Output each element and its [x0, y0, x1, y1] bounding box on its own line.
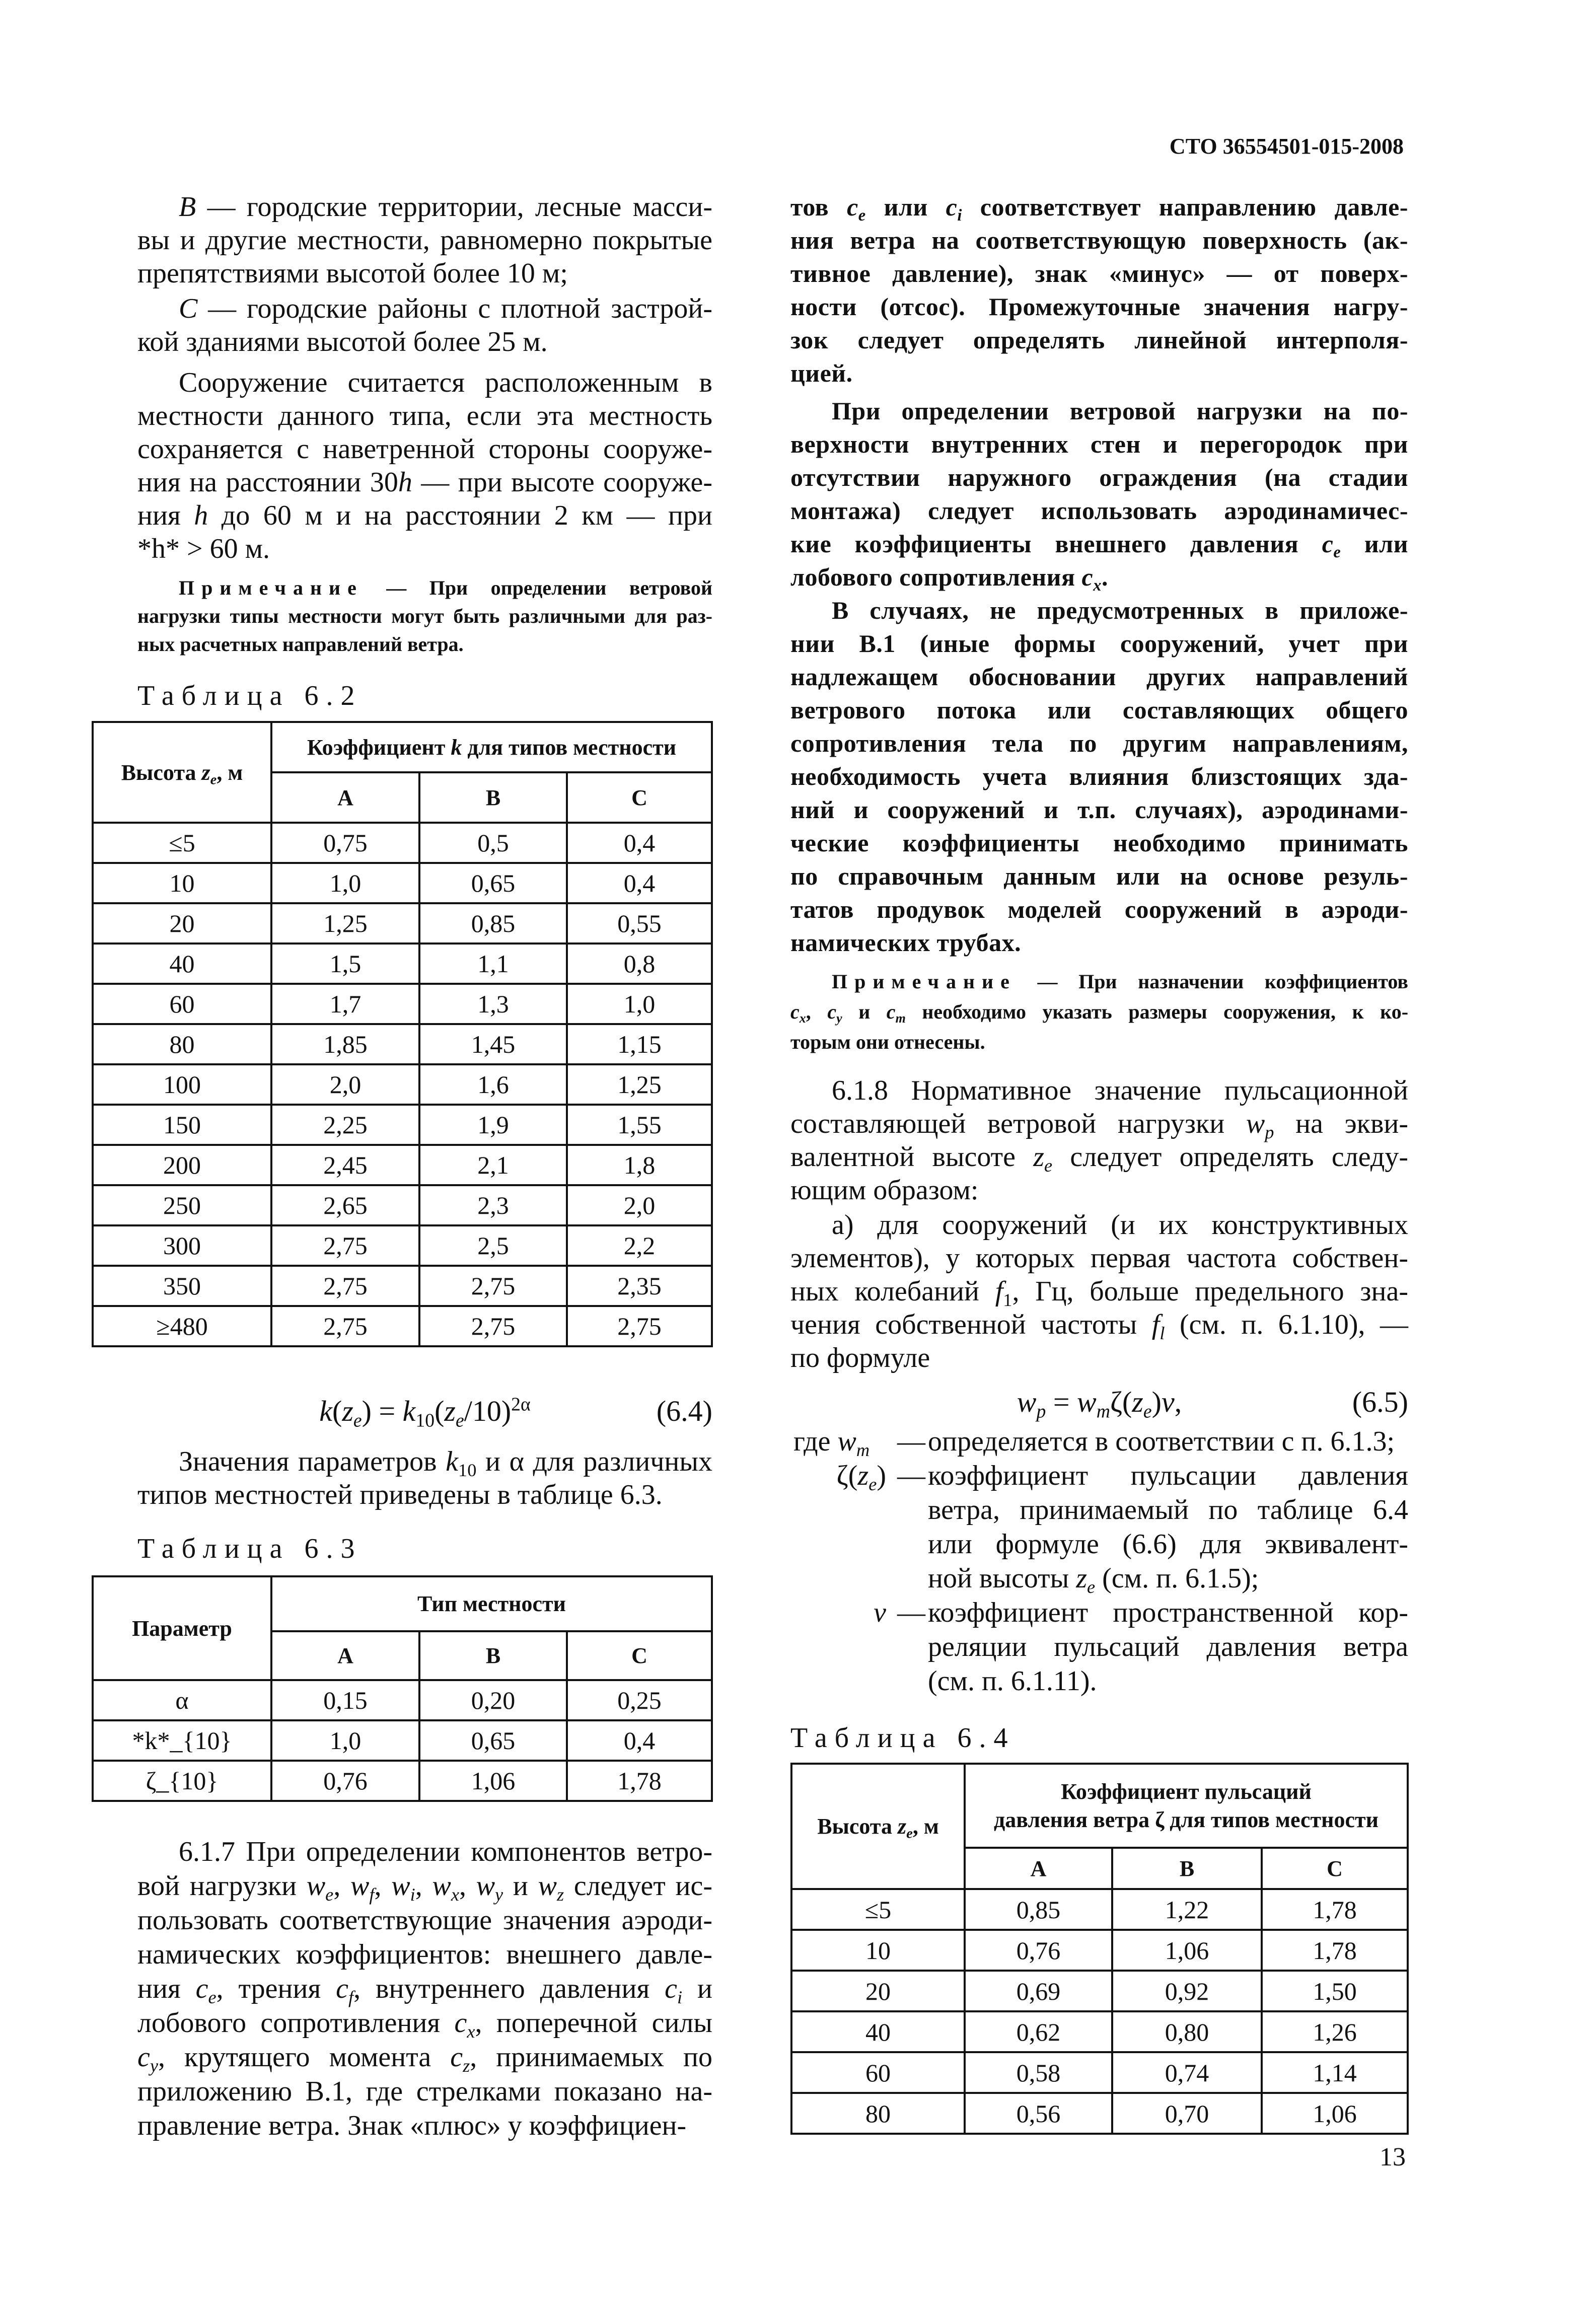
text-line: монтажа) следует использовать аэродинамичес-	[790, 496, 1408, 525]
where-item-zeta	[790, 1459, 1408, 1595]
table-row	[791, 1971, 1408, 2011]
value-cell: 0,56	[965, 2093, 1112, 2134]
value-cell: 0,65	[419, 863, 567, 903]
value-cell: 0,58	[965, 2052, 1112, 2093]
value-cell: 0,20	[419, 1680, 567, 1720]
value-cell: 1,25	[567, 1064, 712, 1105]
column-header-b: B	[419, 1631, 567, 1680]
text-line: составляющей ветровой нагрузки $w_p$ на экви-	[790, 1108, 1409, 1142]
value-cell: 1,0	[271, 863, 419, 903]
text-line: тов $c_e$ или $c_i$ соответствует направлению давле-	[790, 193, 1408, 225]
formula-6-4	[137, 1394, 712, 1429]
value-cell: 2,75	[419, 1306, 567, 1346]
note-label: Примечание	[179, 576, 364, 599]
row-label-cell: ≤5	[93, 823, 271, 863]
where-list	[790, 1424, 1408, 1698]
paragraph-terrain-rule	[137, 366, 712, 565]
value-cell: 1,25	[271, 903, 419, 944]
value-cell: 2,3	[419, 1185, 567, 1225]
row-label-cell: 60	[93, 984, 271, 1024]
text-line: ной высоты $z_e$ (см. п. 6.1.5);	[928, 1563, 1259, 1597]
row-label-cell: 150	[93, 1105, 271, 1145]
row-label-cell: 200	[93, 1145, 271, 1185]
value-cell: 2,2	[567, 1225, 712, 1266]
table-row	[93, 1145, 712, 1185]
value-cell: 0,76	[965, 1930, 1112, 1971]
table-6-3-caption: Таблица 6.3	[137, 1533, 362, 1564]
table-row	[93, 823, 712, 863]
where-term: где $w_m$	[793, 1426, 870, 1460]
value-cell: 1,14	[1262, 2052, 1408, 2093]
value-cell: 0,15	[271, 1680, 419, 1720]
value-cell: 2,0	[567, 1185, 712, 1225]
text-line: (см. п. 6.1.11).	[928, 1665, 1097, 1697]
value-cell: 1,7	[271, 984, 419, 1024]
column-header-a: A	[271, 1631, 419, 1680]
row-label-cell: ≤5	[791, 1889, 965, 1930]
value-cell: 2,45	[271, 1145, 419, 1185]
row-label-cell: ≥480	[93, 1306, 271, 1346]
value-cell: 2,5	[419, 1225, 567, 1266]
note-text: — При определении ветровой	[363, 576, 712, 599]
table-6-4-caption: Таблица 6.4	[790, 1722, 1015, 1754]
text-line: верхности внутренних стен и перегородок при	[790, 430, 1408, 458]
text-line: *h* > 60 м.	[137, 533, 270, 564]
text-line: приложению В.1, где стрелками показано на-	[137, 2076, 712, 2107]
row-label-cell: 80	[791, 2093, 965, 2134]
table-6-4	[790, 1763, 1409, 2135]
formula-number: (6.4)	[656, 1395, 712, 1427]
text-line: по формуле	[790, 1342, 930, 1373]
note-text: — При назначении коэффициентов	[1016, 970, 1408, 993]
value-cell: 1,78	[567, 1761, 712, 1801]
paragraph-terrain-c	[137, 292, 712, 358]
text-line: отсутствии наружного ограждения (на стадии	[790, 463, 1408, 491]
row-label-cell: 20	[93, 903, 271, 944]
table-row	[791, 2052, 1408, 2093]
text-line: ний и сооружений и т.п. случаях), аэродинами-	[790, 795, 1408, 824]
text-line: цией.	[790, 359, 853, 387]
row-label-cell: *k*_{10}	[93, 1720, 271, 1761]
value-cell: 0,4	[567, 823, 712, 863]
value-cell: 0,69	[965, 1971, 1112, 2011]
row-label-cell: ζ_{10}	[93, 1761, 271, 1801]
text-line: необходимость учета влияния близстоящих зда-	[790, 762, 1408, 790]
value-cell: 2,75	[567, 1306, 712, 1346]
text-line: намических коэффициентов: внешнего давле-	[137, 1939, 712, 1970]
text-line: нагрузки типы местности могут быть различными для раз-	[137, 605, 712, 627]
value-cell: 1,78	[1262, 1930, 1408, 1971]
paragraph-terrain-b	[137, 190, 712, 290]
text-line: типов местностей приведены в таблице 6.3.	[137, 1479, 663, 1510]
where-definition	[928, 1459, 1408, 1595]
note-terrain	[137, 574, 712, 659]
text-line: а) для сооружений (и их конструктивных	[832, 1209, 1408, 1241]
row-label-cell: 40	[93, 944, 271, 984]
column-header-terrain-type: Тип местности	[271, 1576, 712, 1631]
table-6-3	[92, 1575, 713, 1802]
paragraph-parameters	[137, 1445, 712, 1511]
table-row	[93, 944, 712, 984]
table-row	[791, 2011, 1408, 2052]
table-row	[93, 1306, 712, 1346]
value-cell: 0,70	[1112, 2093, 1262, 2134]
text-line: чения собственной частоты $f_l$ (см. п. 6.1.10), —	[790, 1309, 1409, 1343]
where-term: $\zeta(z_e)$	[836, 1460, 886, 1494]
table-row	[93, 863, 712, 903]
text-line: В случаях, не предусмотренных в приложе-	[832, 596, 1408, 624]
value-cell: 1,22	[1112, 1889, 1262, 1930]
row-label-cell: α	[93, 1680, 271, 1720]
value-cell: 0,76	[271, 1761, 419, 1801]
column-header-pulsation-coefficient	[965, 1764, 1408, 1848]
text-line: Сооружение считается расположенным в	[179, 367, 712, 398]
value-cell: 2,75	[271, 1225, 419, 1266]
column-header-a: A	[271, 772, 419, 823]
text-line: ния h до 60 м и на расстоянии 2 км — при	[137, 500, 712, 531]
text-line: кие коэффициенты внешнего давления $c_e$ или	[790, 530, 1409, 561]
text-line: тивное давление), знак «минус» — от поверх-	[790, 259, 1408, 287]
text-line: зок следует определять линейной интерполя-	[790, 326, 1408, 354]
value-cell: 0,25	[567, 1680, 712, 1720]
paragraph-internal-walls	[790, 394, 1408, 594]
column-header-c: C	[567, 1631, 712, 1680]
value-cell: 2,35	[567, 1266, 712, 1306]
table-row	[791, 1930, 1408, 1971]
note-coefficients	[790, 967, 1408, 1057]
column-header-height: Высота $z_e$, м	[93, 722, 271, 823]
row-label-cell: 350	[93, 1266, 271, 1306]
document-code: СТО 36554501-015-2008	[1169, 134, 1404, 159]
column-header-height: Высота $z_e$, м	[791, 1764, 965, 1889]
text-line: B — городские территории, лесные масси-	[179, 191, 712, 223]
table-row	[791, 1889, 1408, 1930]
text-line: кой зданиями высотой более 25 м.	[137, 326, 548, 357]
value-cell: 2,0	[271, 1064, 419, 1105]
text-line: лобового сопротивления $c_x$.	[790, 563, 1108, 595]
value-cell: 1,06	[419, 1761, 567, 1801]
value-cell: 0,8	[567, 944, 712, 984]
text-line: коэффициент пространственной кор-	[928, 1597, 1408, 1628]
text-line: ности (отсос). Промежуточные значения нагру-	[790, 293, 1408, 321]
formula-6-5	[790, 1385, 1408, 1420]
column-header-coefficient-k: Коэффициент k для типов местности	[271, 722, 712, 772]
text-line: Значения параметров $k_{10}$ и α для различных	[179, 1446, 713, 1480]
note-lines	[137, 602, 712, 659]
table-row	[93, 1225, 712, 1266]
text-line: ющим образом:	[790, 1175, 979, 1206]
row-label-cell: 10	[93, 863, 271, 903]
table-row	[93, 1266, 712, 1306]
row-label-cell: 100	[93, 1064, 271, 1105]
table-row	[93, 903, 712, 944]
value-cell: 1,06	[1112, 1930, 1262, 1971]
where-dash: —	[897, 1597, 925, 1628]
value-cell: 1,85	[271, 1024, 419, 1064]
text-line: реляции пульсаций давления ветра	[928, 1631, 1408, 1662]
row-label-cell: 250	[93, 1185, 271, 1225]
page-number: 13	[1380, 2143, 1406, 2171]
text-line: вы и другие местности, равномерно покрытые	[137, 225, 712, 256]
text-line: препятствиями высотой более 10 м;	[137, 258, 568, 289]
text-line: лобового сопротивления $c_x$, поперечной силы	[137, 2007, 712, 2042]
text-line: сохраняется с наветренной стороны сооруже-	[137, 433, 712, 465]
value-cell: 1,1	[419, 944, 567, 984]
table-row	[93, 1024, 712, 1064]
table-row	[93, 1064, 712, 1105]
value-cell: 1,45	[419, 1024, 567, 1064]
value-cell: 1,26	[1262, 2011, 1408, 2052]
value-cell: 1,5	[271, 944, 419, 984]
text-line: татов продувок моделей сооружений в аэроди-	[790, 895, 1408, 923]
table-row	[93, 984, 712, 1024]
value-cell: 1,9	[419, 1105, 567, 1145]
value-cell: 2,65	[271, 1185, 419, 1225]
text-line: $c_x$, $c_y$ и $c_m$ необходимо указать размеры сооружения, к ко-	[790, 1000, 1409, 1026]
value-cell: 0,80	[1112, 2011, 1262, 2052]
where-item-nu	[790, 1595, 1408, 1698]
value-cell: 0,92	[1112, 1971, 1262, 2011]
value-cell: 1,0	[271, 1720, 419, 1761]
value-cell: 2,75	[271, 1266, 419, 1306]
text-line: ческие коэффициенты необходимо принимать	[790, 829, 1408, 857]
formula-expression: $w_p = w_m\zeta(z_e)v$,	[1017, 1386, 1182, 1422]
column-header-c: C	[1262, 1848, 1408, 1889]
text-line: сопротивления тела по другим направлениям,	[790, 729, 1408, 757]
text-line: торым они отнесены.	[790, 1031, 985, 1053]
text-line: коэффициент пульсации давления	[928, 1460, 1408, 1491]
text-line: ния ветра на соответствующую поверхность (ак-	[790, 226, 1408, 254]
paragraph-6-1-8	[790, 1074, 1408, 1207]
text-line: ния $c_e$, трения $c_f$, внутреннего давления $c_i$ и	[137, 1973, 712, 2007]
text-line: ния на расстоянии 30h — при высоте сооруже-	[137, 467, 712, 498]
column-header-b: B	[419, 772, 567, 823]
table-row	[791, 2093, 1408, 2134]
table-row	[93, 1185, 712, 1225]
row-label-cell: 10	[791, 1930, 965, 1971]
text-line: $c_y$, крутящего момента $c_z$, принимаемых по	[137, 2042, 713, 2076]
text-line: пользовать соответствующие значения аэроди-	[137, 1905, 712, 1936]
value-cell: 2,75	[419, 1266, 567, 1306]
table-6-2	[92, 721, 713, 1347]
text-line: нии В.1 (иные формы сооружений, учет при	[790, 629, 1408, 658]
value-cell: 1,0	[567, 984, 712, 1024]
where-dash: —	[897, 1460, 925, 1491]
row-label-cell: 40	[791, 2011, 965, 2052]
value-cell: 1,78	[1262, 1889, 1408, 1930]
value-cell: 0,85	[419, 903, 567, 944]
where-definition	[928, 1424, 1408, 1459]
value-cell: 0,65	[419, 1720, 567, 1761]
where-item-wm	[790, 1424, 1408, 1459]
table-row	[93, 1761, 712, 1801]
note-first-line	[137, 574, 712, 602]
text-line: ных колебаний $f_1$, Гц, больше предельного зна-	[790, 1276, 1408, 1310]
note-label: Примечание	[832, 970, 1017, 993]
value-cell: 2,1	[419, 1145, 567, 1185]
value-cell: 2,25	[271, 1105, 419, 1145]
value-cell: 1,06	[1262, 2093, 1408, 2134]
text-line: определяется в соответствии с п. 6.1.3;	[928, 1426, 1395, 1457]
table-row	[93, 1720, 712, 1761]
table-6-2-caption: Таблица 6.2	[137, 680, 362, 711]
text-line: ветра, принимаемый по таблице 6.4	[928, 1494, 1408, 1526]
row-label-cell: 60	[791, 2052, 965, 2093]
where-term: v	[874, 1597, 886, 1628]
value-cell: 1,55	[567, 1105, 712, 1145]
text-line: вой нагрузки $w_e$, $w_f$, $w_i$, $w_x$, $w_y$ и $w_z$ следует ис-	[137, 1870, 713, 1905]
value-cell: 1,50	[1262, 1971, 1408, 2011]
text-line: ветрового потока или составляющих общего	[790, 696, 1408, 724]
text-line: валентной высоте $z_e$ следует определять следу-	[790, 1141, 1408, 1176]
row-label-cell: 300	[93, 1225, 271, 1266]
value-cell: 0,4	[567, 1720, 712, 1761]
value-cell: 1,3	[419, 984, 567, 1024]
text-line: 6.1.8 Нормативное значение пульсационной	[832, 1075, 1408, 1106]
text-line: При определении ветровой нагрузки на по-	[832, 397, 1408, 425]
text-line: 6.1.7 При определении компонентов ветро-	[179, 1836, 712, 1867]
column-header-b: B	[1112, 1848, 1262, 1889]
text-line: намических трубах.	[790, 928, 1022, 957]
value-cell: 0,55	[567, 903, 712, 944]
text-line: или формуле (6.6) для эквивалент-	[928, 1529, 1408, 1560]
value-cell: 0,75	[271, 823, 419, 863]
paragraph-item-a	[790, 1208, 1408, 1374]
column-header-a: A	[965, 1848, 1112, 1889]
text-line: C — городские районы с плотной застрой-	[179, 293, 712, 324]
text-line: ных расчетных направлений ветра.	[137, 633, 464, 656]
value-cell: 1,6	[419, 1064, 567, 1105]
row-label-cell: 20	[791, 1971, 965, 2011]
note-first-line	[790, 967, 1408, 997]
text-line: по справочным данным или на основе резуль-	[790, 862, 1408, 890]
value-cell: 1,15	[567, 1024, 712, 1064]
formula-expression: $k(z_e) = k_{10}(z_e/10)^{2\alpha}$	[319, 1394, 531, 1431]
header-line: давления ветра ζ для типов местности	[994, 1807, 1379, 1832]
value-cell: 1,8	[567, 1145, 712, 1185]
value-cell: 0,4	[567, 863, 712, 903]
paragraph-sign-convention	[790, 190, 1408, 390]
text-line: элементов), у которых первая частота собствен-	[790, 1243, 1408, 1274]
table-row	[93, 1105, 712, 1145]
value-cell: 2,75	[271, 1306, 419, 1346]
note-lines	[790, 997, 1408, 1057]
text-line: правление ветра. Знак «плюс» у коэффициен-	[137, 2110, 687, 2141]
formula-number: (6.5)	[1352, 1386, 1408, 1418]
text-line: местности данного типа, если эта местность	[137, 400, 712, 431]
where-definition	[928, 1595, 1408, 1698]
value-cell: 0,62	[965, 2011, 1112, 2052]
value-cell: 0,85	[965, 1889, 1112, 1930]
value-cell: 0,5	[419, 823, 567, 863]
column-header-parameter: Параметр	[93, 1576, 271, 1680]
paragraph-other-cases	[790, 594, 1408, 959]
paragraph-6-1-7	[137, 1835, 712, 2143]
header-line: Коэффициент пульсаций	[1061, 1779, 1312, 1804]
value-cell: 0,74	[1112, 2052, 1262, 2093]
text-line: надлежащем обосновании других направлений	[790, 663, 1408, 691]
row-label-cell: 80	[93, 1024, 271, 1064]
table-row	[93, 1680, 712, 1720]
column-header-c: C	[567, 772, 712, 823]
where-dash: —	[897, 1426, 925, 1457]
